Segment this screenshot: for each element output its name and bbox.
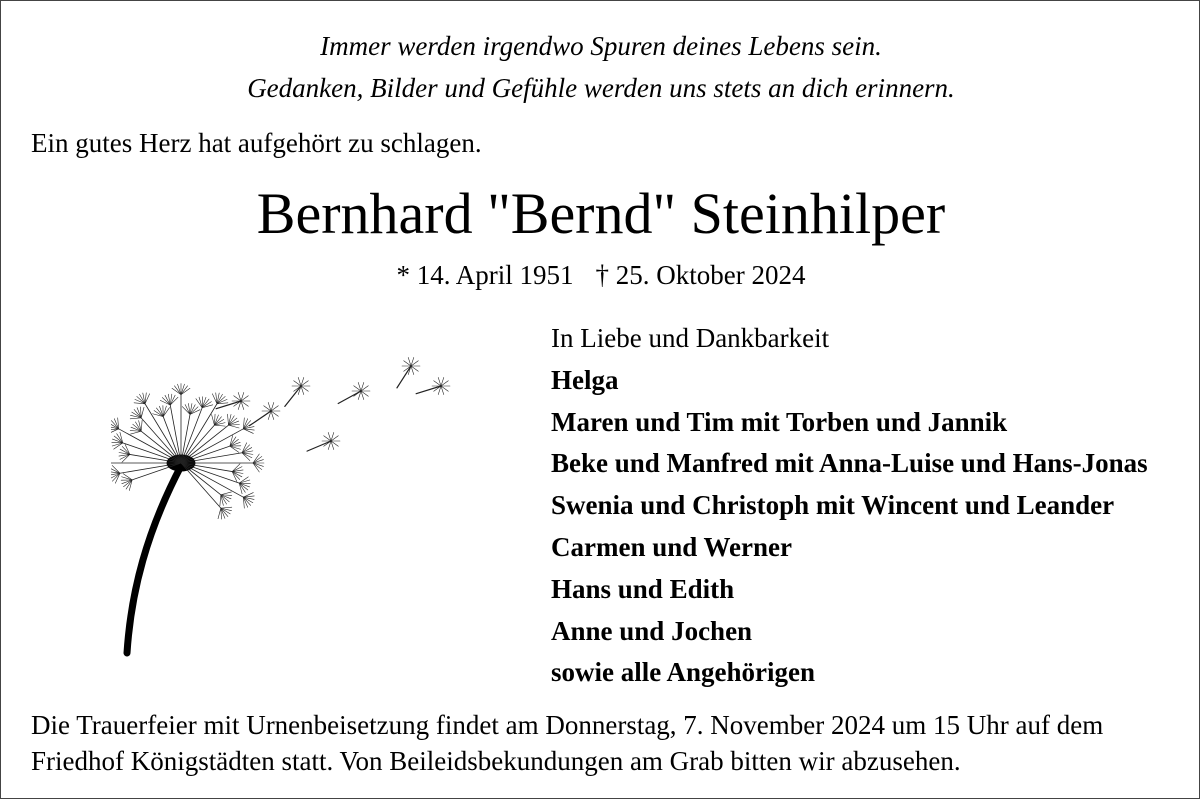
dandelion-icon (111, 351, 471, 661)
mourner-name: Helga (551, 364, 619, 395)
mourner-name: Maren und Tim mit Torben und Jannik (551, 406, 1008, 437)
quote-line-2: Gedanken, Bilder und Gefühle werden uns stets an dich erinnern. (247, 73, 955, 103)
mourner-name: Beke und Manfred mit Anna-Luise und Hans-Jonas (551, 448, 1148, 479)
notice-line-1: Die Trauerfeier mit Urnenbeisetzung findet am Donnerstag, 7. November 2024 um 15 Uhr auf dem (31, 710, 1104, 740)
birth-date: * 14. April 1951 (396, 260, 574, 290)
mourner-name: Hans und Edith (551, 573, 735, 604)
mourners-list (551, 318, 1171, 694)
deceased-name: Bernhard "Bernd" Steinhilper (256, 181, 946, 246)
mourner-name: Swenia und Christoph mit Wincent und Leander (551, 490, 1115, 521)
mourners-lead: In Liebe und Dankbarkeit (551, 323, 830, 353)
intro-text: Ein gutes Herz hat aufgehört zu schlagen. (31, 128, 482, 158)
dandelion-stem (127, 466, 181, 653)
mourner-name: sowie alle Angehörigen (551, 657, 815, 688)
death-date: † 25. Oktober 2024 (595, 260, 806, 290)
life-dates (1, 257, 1200, 293)
notice-line-2: Friedhof Königstädten statt. Von Beileidsbekundungen am Grab bitten wir abzusehen. (31, 746, 961, 776)
memorial-quote (1, 25, 1200, 109)
quote-line-1: Immer werden irgendwo Spuren deines Lebens sein. (320, 31, 882, 61)
mourner-name: Anne und Jochen (551, 615, 753, 646)
funeral-notice (31, 707, 1181, 779)
mourner-name: Carmen und Werner (551, 531, 792, 562)
